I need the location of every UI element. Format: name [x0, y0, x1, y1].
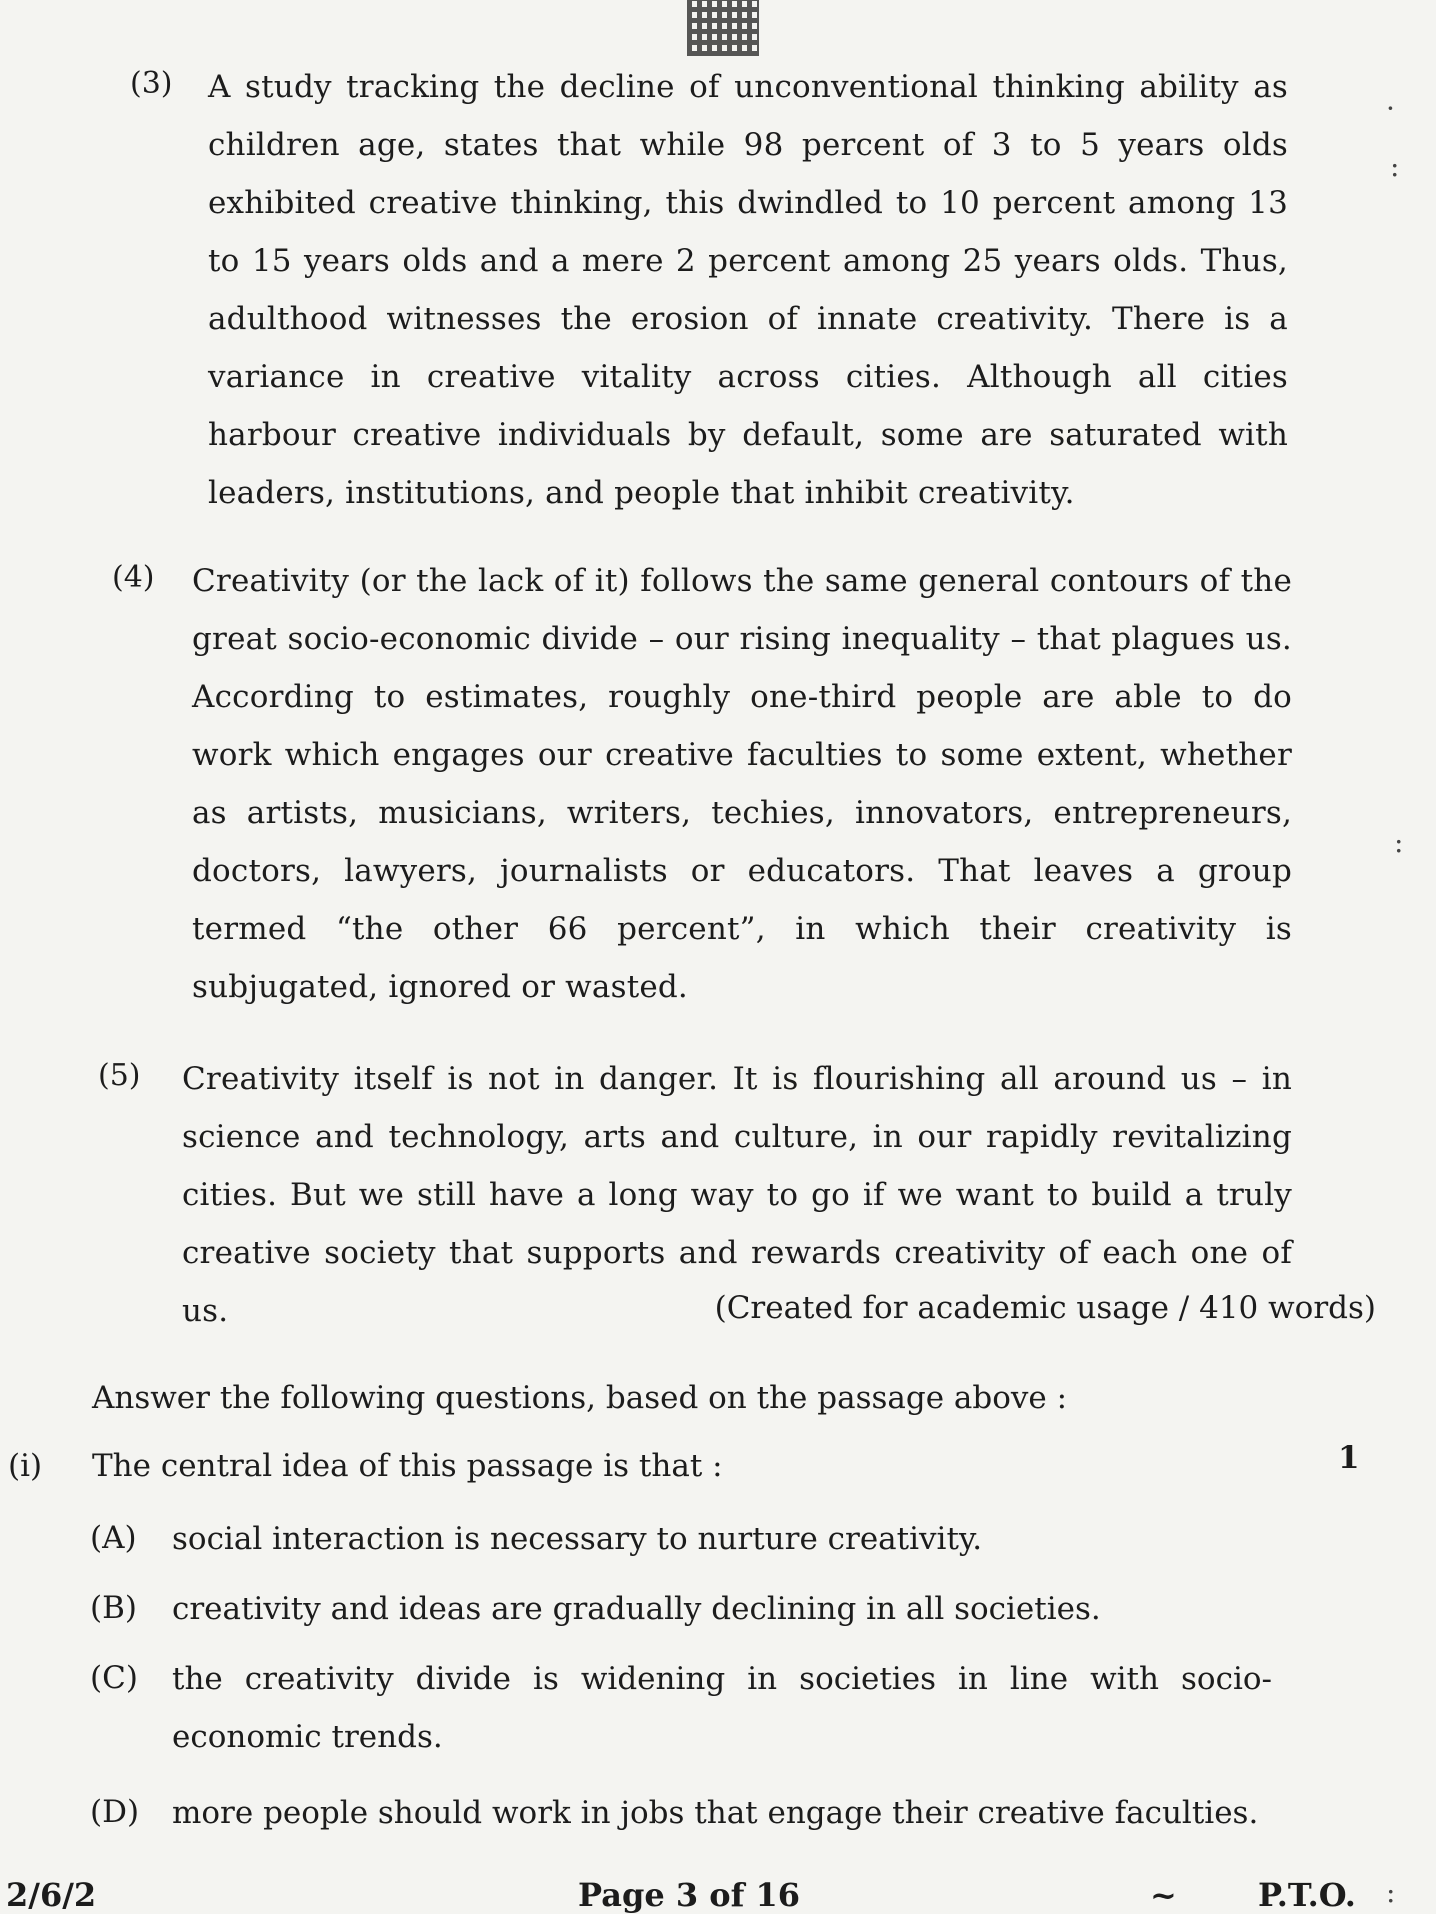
paragraph-number: (3) [130, 66, 173, 101]
option-b-label: (B) [90, 1590, 137, 1626]
paragraph-text: Creativity (or the lack of it) follows the same general contours of the great socio-economic divide – our rising inequality – that plagues us. According to estimates, roughly one-third people are able to do work which engages our creative faculties to some extent, whether as artists, musicians, writers, techies, innovators, entrepreneurs, doctors, lawyers, journalists or educators. That leaves a group termed “the other 66 percent”, in which their creativity is subjugated, ignored or wasted. [192, 563, 1292, 1005]
question-marks: 1 [1338, 1440, 1360, 1476]
option-a-text: social interaction is necessary to nurture creativity. [172, 1521, 983, 1557]
pto-label: P.T.O. [1258, 1876, 1356, 1914]
option-b-text: creativity and ideas are gradually declining in all societies. [172, 1591, 1101, 1627]
question-text: The central idea of this passage is that : [92, 1448, 723, 1484]
page-number: Page 3 of 16 [578, 1876, 800, 1914]
margin-dot: : [1390, 150, 1400, 183]
option-a-label: (A) [90, 1520, 137, 1556]
option-d-label: (D) [90, 1794, 140, 1830]
option-d-text: more people should work in jobs that engage their creative faculties. [172, 1795, 1259, 1831]
margin-dot: : [1386, 1876, 1396, 1909]
source-note: (Created for academic usage / 410 words) [714, 1290, 1376, 1326]
instruction: Answer the following questions, based on the passage above : [92, 1380, 1068, 1416]
margin-dot: · [1386, 92, 1395, 125]
paragraph-text: Creativity itself is not in danger. It is flourishing all around us – in science and technology, arts and culture, in our rapidly revitalizing cities. But we still have a long way to go if we want to build a truly creative society that supports and rewards creativity of each one of us. [182, 1061, 1292, 1329]
question-number: (i) [8, 1448, 43, 1484]
option-c-label: (C) [90, 1660, 138, 1696]
paragraph-text: A study tracking the decline of unconventional thinking ability as children age, states that while 98 percent of 3 to 5 years olds exhibited creative thinking, this dwindled to 10 percent among 13 to 15 years olds and a mere 2 percent among 25 years olds. Thus, adulthood witnesses the erosion of innate creativity. There is a variance in creative vitality across cities. Although all cities harbour creative individuals by default, some are saturated with leaders, institutions, and people that inhibit creativity. [208, 69, 1288, 511]
margin-dot: : [1394, 826, 1404, 859]
paper-code: 2/6/2 [6, 1876, 97, 1914]
paragraph-number: (4) [112, 560, 155, 595]
tilde-mark: ~ [1150, 1876, 1177, 1914]
option-c-text: the creativity divide is widening in societies in line with socio-economic trends. [172, 1661, 1272, 1755]
qr-code [687, 0, 759, 56]
paragraph-number: (5) [98, 1058, 141, 1093]
